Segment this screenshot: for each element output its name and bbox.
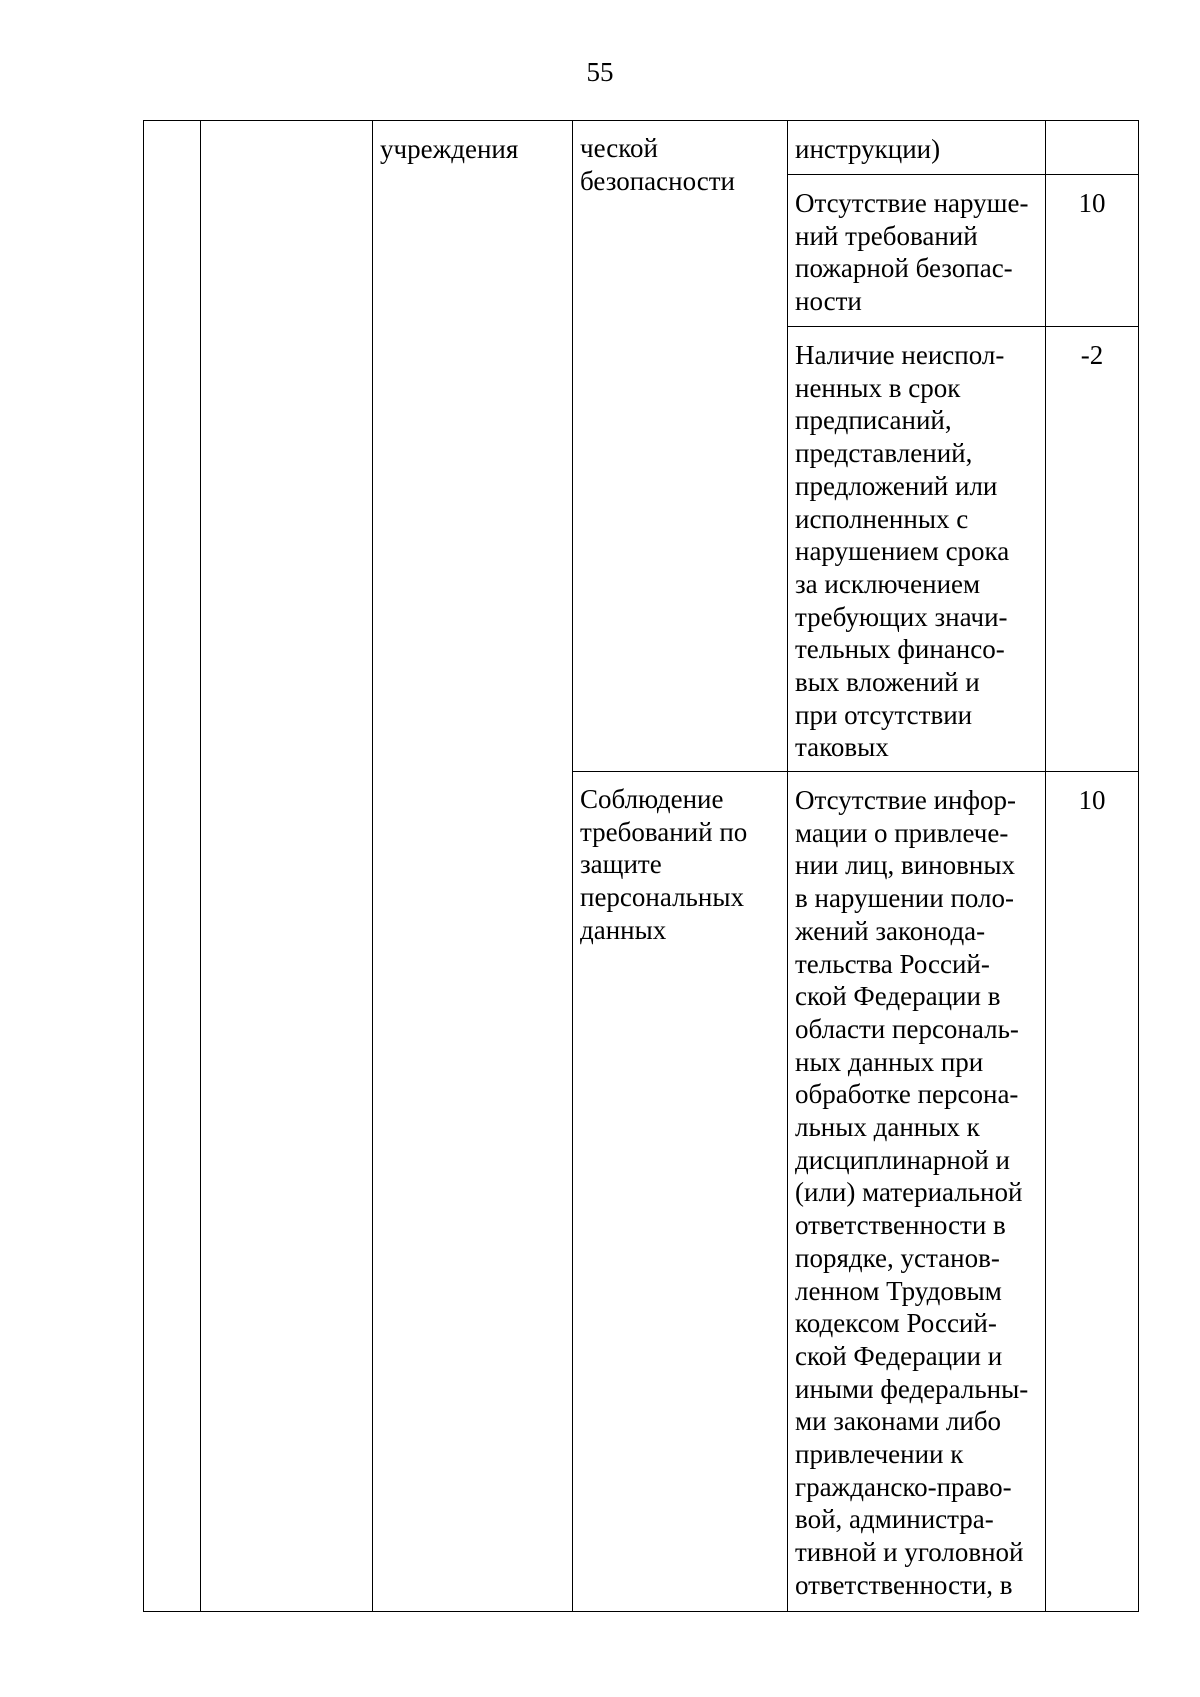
table-row	[144, 121, 1139, 175]
table-cell-score: 10	[1046, 175, 1139, 327]
table-cell-criterion: ческой безопасности	[573, 121, 788, 772]
page-number: 55	[586, 57, 614, 87]
table-cell-indicator: инструкции)	[788, 121, 1046, 175]
table-cell-number	[144, 121, 201, 1612]
table-cell-score: -2	[1046, 327, 1139, 772]
table-cell-institution: учреждения	[373, 121, 573, 1612]
table-cell-indicator: Отсутствие инфор- мации о привлече- нии лиц, виновных в нарушении поло- жений законода- тельства Россий- ской Федерации в области персональ- ных данных при обработке персона- льных данных к дисциплинарной и (или) материальной ответственности в порядке, установ- ленном Трудовым кодексом Россий- ской Федерации и иными федеральны- ми законами либо привлечении к гражданско-право- вой, администра- тивной и уголовной ответственности, в	[788, 772, 1046, 1612]
criteria-table	[143, 120, 1139, 1612]
table-cell-position	[201, 121, 373, 1612]
table-cell-indicator: Наличие неиспол- ненных в срок предписаний, представлений, предложений или исполненных с нарушением срока за исключением требующих значи- тельных финансо- вых вложений и при отсутствии таковых	[788, 327, 1046, 772]
table-cell-score: 10	[1046, 772, 1139, 1612]
table-cell-indicator: Отсутствие наруше- ний требований пожарной безопас- ности	[788, 175, 1046, 327]
table-cell-score	[1046, 121, 1139, 175]
table-cell-criterion: Соблюдение требований по защите персональных данных	[573, 772, 788, 1612]
